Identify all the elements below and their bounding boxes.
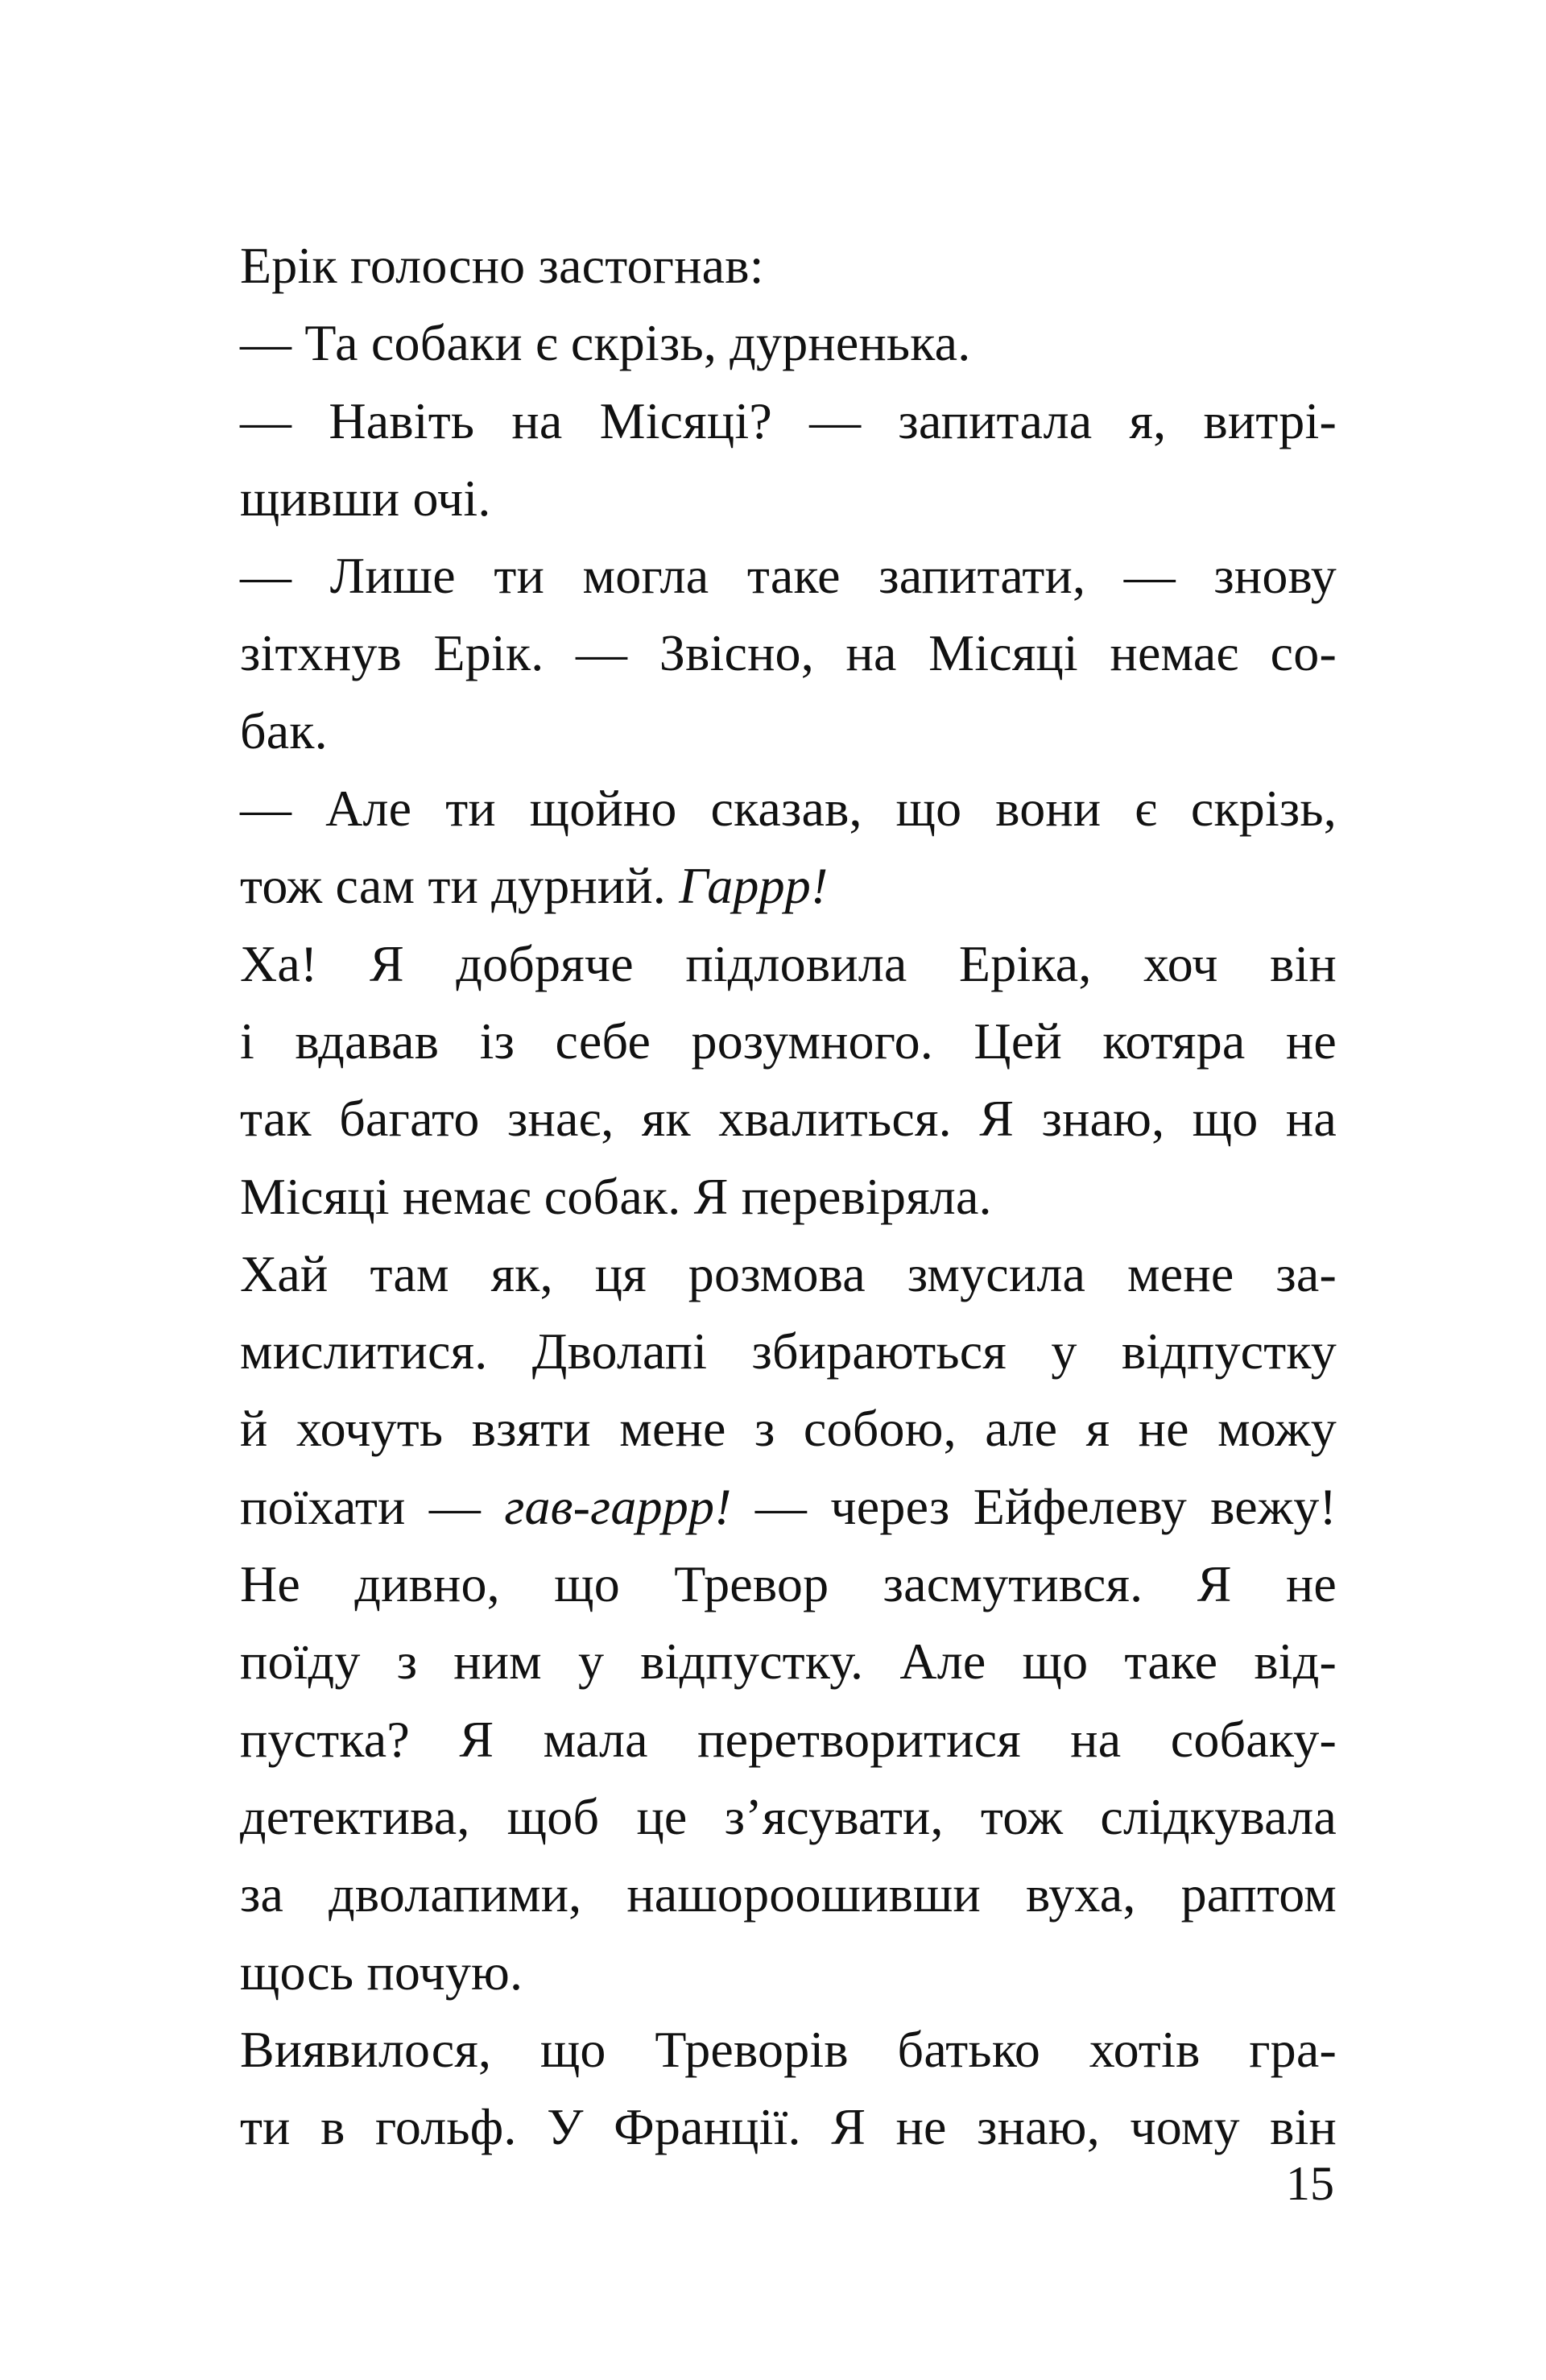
text-line: зітхнув Ерік. — Звісно, на Місяці немає со- — [240, 624, 1337, 682]
body-text — [240, 227, 1337, 2166]
text-run: поїхати — — [240, 1477, 505, 1535]
text-line: Ха! Я добряче підловила Еріка, хоч він — [240, 934, 1337, 992]
text-line: за дволапими, нашороошивши вуха, раптом — [240, 1865, 1337, 1923]
italic-exclamation: Гаррр! — [679, 857, 829, 915]
text-line: ти в гольф. У Франції. Я не знаю, чому він — [240, 2098, 1337, 2156]
text-line: щивши очі. — [240, 469, 491, 527]
text-line: — Навіть на Місяці? — запитала я, витрі- — [240, 391, 1337, 449]
text-line: — Лише ти могла таке запитати, — знову — [240, 547, 1337, 605]
text-line: поїду з ним у відпустку. Але що таке від- — [240, 1633, 1337, 1691]
text-line: детектива, щоб це з’ясувати, тож слідкувала — [240, 1787, 1337, 1845]
text-line: — Але ти щойно сказав, що вони є скрізь, — [240, 780, 1337, 838]
text-line — [240, 1468, 1337, 1546]
text-line: так багато знає, як хвалиться. Я знаю, що на — [240, 1090, 1337, 1148]
text-line: Виявилося, що Треворів батько хотів гра- — [240, 2020, 1337, 2078]
text-line — [240, 847, 1337, 925]
text-run: тож сам ти дурний. — [240, 857, 680, 915]
italic-exclamation: гав-гаррр! — [504, 1477, 732, 1535]
text-run: — через Ейфелеву вежу! — [731, 1477, 1337, 1535]
text-line: Не дивно, що Тревор засмутився. Я не — [240, 1555, 1337, 1613]
text-line: бак. — [240, 702, 328, 760]
text-line: й хочуть взяти мене з собою, але я не можу — [240, 1400, 1337, 1458]
text-line: Хай там як, ця розмова змусила мене за- — [240, 1244, 1337, 1302]
text-line: щось почую. — [240, 1943, 523, 2001]
text-line: Ерік голосно застогнав: — [240, 237, 764, 294]
text-line: пустка? Я мала перетворитися на собаку- — [240, 1710, 1337, 1768]
page-number: 15 — [1286, 2157, 1334, 2210]
text-line: Місяці немає собак. Я перевіряла. — [240, 1167, 992, 1225]
text-line: мислитися. Дволапі збираються у відпустку — [240, 1322, 1337, 1380]
text-line: і вдавав із себе розумного. Цей котяра не — [240, 1012, 1337, 1070]
text-line: — Та собаки є скрізь, дурненька. — [240, 314, 971, 372]
